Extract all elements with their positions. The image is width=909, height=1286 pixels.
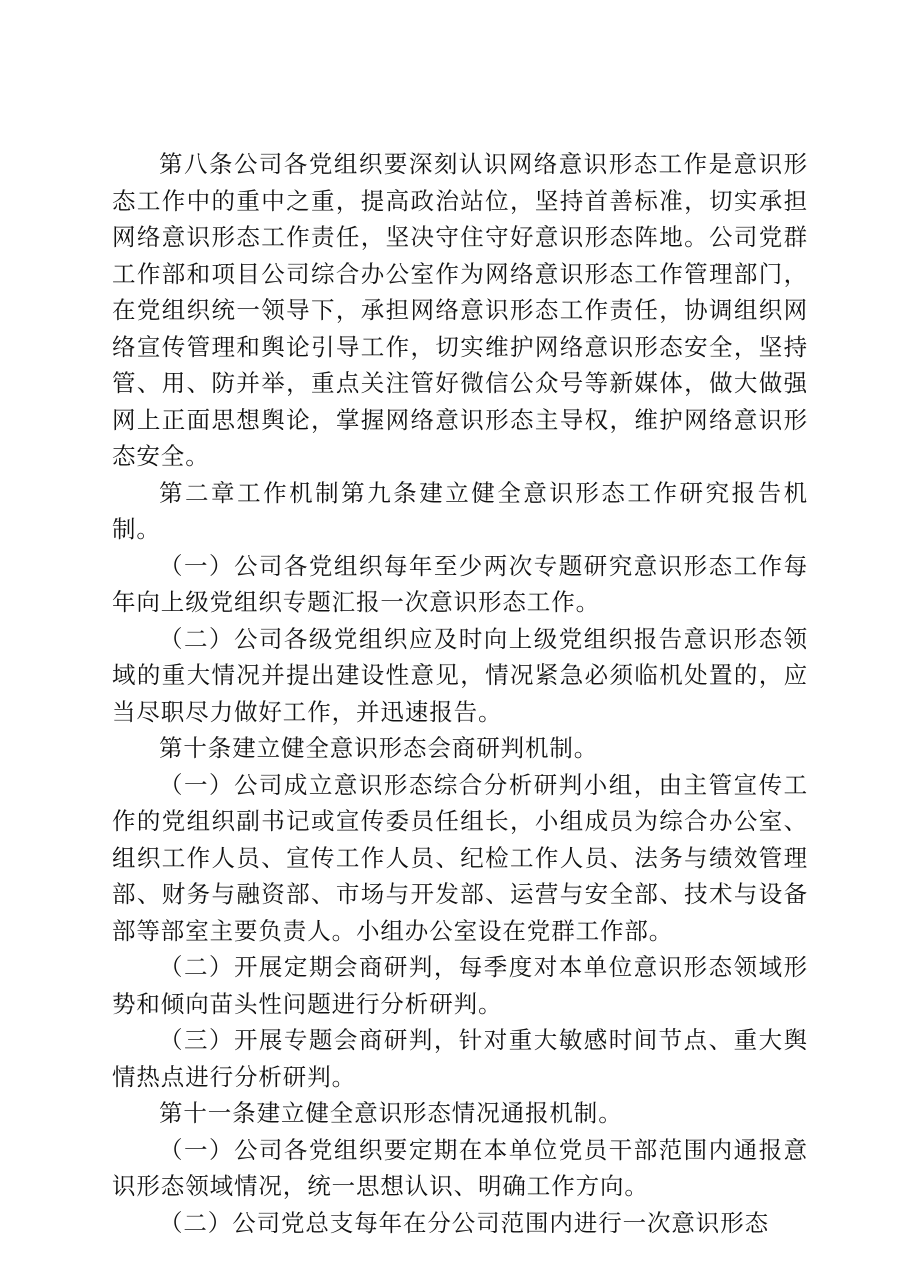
paragraph-article-11-item-1: （一）公司各党组织要定期在本单位党员干部范围内通报意识形态领域情况，统一思想认识、明确工作方向。: [112, 1135, 808, 1200]
paragraph-article-8: 第八条公司各党组织要深刻认识网络意识形态工作是意识形态工作中的重中之重，提高政治站位，坚持首善标准，切实承担网络意识形态工作责任，坚决守住守好意识形态阵地。公司党群工作部和项目公司综合办公室作为网络意识形态工作管理部门，在党组织统一领导下，承担网络意识形态工作责任，协调组织网络宣传管理和舆论引导工作，切实维护网络意识形态安全，坚持管、用、防并举，重点关注管好微信公众号等新媒体，做大做强网上正面思想舆论，掌握网络意识形态主导权，维护网络意识形态安全。: [112, 150, 808, 470]
paragraph-article-9-item-1: （一）公司各党组织每年至少两次专题研究意识形态工作每年向上级党组织专题汇报一次意识形态工作。: [112, 551, 808, 616]
paragraph-article-11-item-2: （二）公司党总支每年在分公司范围内进行一次意识形态: [159, 1208, 769, 1237]
paragraph-article-10-item-3: （三）开展专题会商研判，针对重大敏感时间节点、重大舆情热点进行分析研判。: [112, 1026, 808, 1091]
document-body: [112, 146, 808, 1241]
paragraph-article-10-item-1: （一）公司成立意识形态综合分析研判小组，由主管宣传工作的党组织副书记或宣传委员任组长，小组成员为综合办公室、组织工作人员、宣传工作人员、纪检工作人员、法务与绩效管理部、财务与融资部、市场与开发部、运营与安全部、技术与设备部等部室主要负责人。小组办公室设在党群工作部。: [112, 770, 808, 945]
paragraph-article-9-item-2: （二）公司各级党组织应及时向上级党组织报告意识形态领域的重大情况并提出建设性意见，情况紧急必须临机处置的，应当尽职尽力做好工作，并迅速报告。: [112, 624, 808, 726]
paragraph-chapter-2-article-9: 第二章工作机制第九条建立健全意识形态工作研究报告机制。: [112, 478, 808, 543]
paragraph-article-10-item-2: （二）开展定期会商研判，每季度对本单位意识形态领域形势和倾向苗头性问题进行分析研判。: [112, 953, 808, 1018]
paragraph-article-11: 第十一条建立健全意识形态情况通报机制。: [159, 1099, 623, 1127]
paragraph-article-10: 第十条建立健全意识形态会商研判机制。: [159, 734, 599, 762]
